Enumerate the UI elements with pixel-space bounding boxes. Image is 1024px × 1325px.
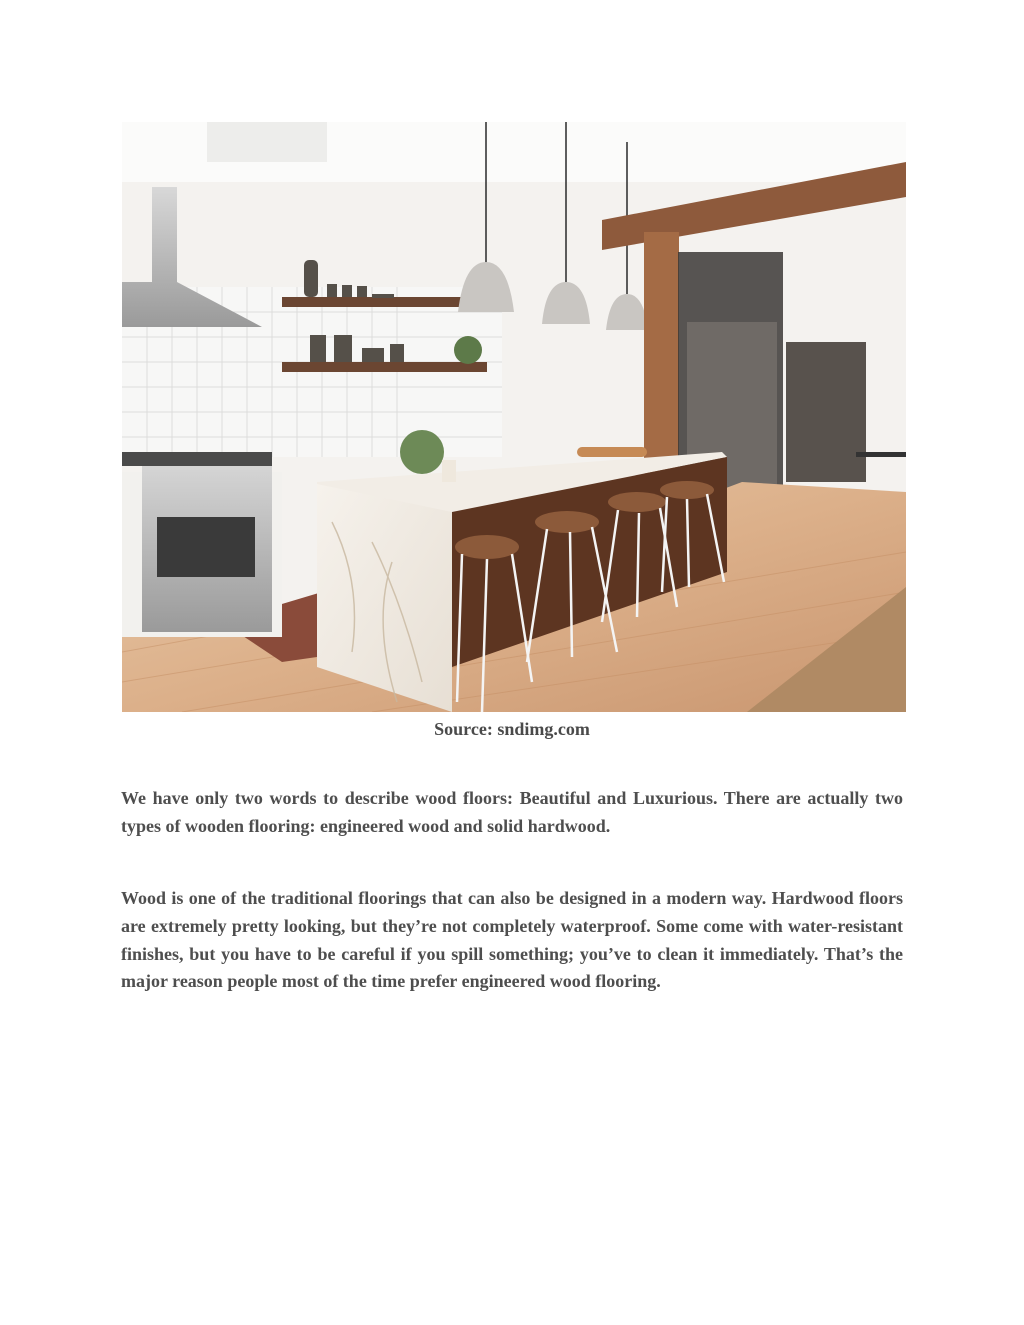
paragraph-1: We have only two words to describe wood floors: Beautiful and Luxurious. There are actually two types of wooden flooring: engineered wood and solid hardwood. [121,788,903,836]
image-caption: Source: sndimg.com [434,719,590,739]
paragraph-2: Wood is one of the traditional floorings that can also be designed in a modern way. Hardwood floors are extremely pretty looking, but they’re not completely waterproof. Some come with water-resistant finishes, but you have to be careful if you spill something; you’ve to clean it immediately. That’s the major reason people most of the time prefer engineered wood flooring. [121,888,903,992]
kitchen-photo [122,122,906,712]
